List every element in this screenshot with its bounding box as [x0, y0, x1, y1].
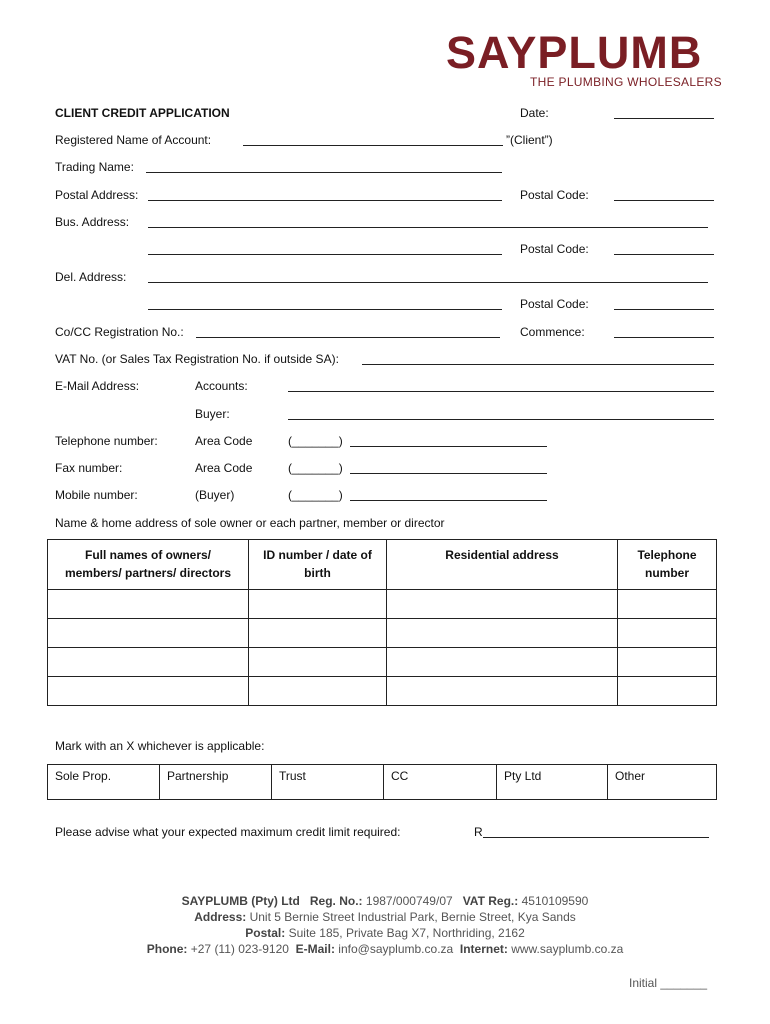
- fax-area-code-label: Area Code: [195, 461, 253, 475]
- accounts-email-field[interactable]: [288, 391, 714, 392]
- initial-field[interactable]: Initial _______: [629, 976, 708, 990]
- table-row: [48, 648, 717, 677]
- table-row: [48, 619, 717, 648]
- telephone-area-code-field[interactable]: (_______): [288, 434, 343, 448]
- del-address-label: Del. Address:: [55, 270, 127, 284]
- option-trust[interactable]: Trust: [272, 765, 384, 800]
- option-partnership[interactable]: Partnership: [160, 765, 272, 800]
- option-other[interactable]: Other: [608, 765, 717, 800]
- option-sole-prop[interactable]: Sole Prop.: [48, 765, 160, 800]
- owners-col-telephone: Telephone number: [618, 540, 717, 590]
- postal-code-field[interactable]: [614, 200, 714, 201]
- credit-limit-field[interactable]: [483, 837, 709, 838]
- del-address-field-1[interactable]: [148, 282, 708, 283]
- commence-label: Commence:: [520, 325, 585, 339]
- footer-line-4: Phone: +27 (11) 023-9120 E-Mail: info@sayplumb.co.za Internet: www.sayplumb.co.za: [146, 942, 624, 956]
- telephone-area-code-label: Area Code: [195, 434, 253, 448]
- postal-address-field[interactable]: [148, 200, 502, 201]
- form-title: CLIENT CREDIT APPLICATION: [55, 106, 230, 120]
- owners-col-names: Full names of owners/ members/ partners/ directors: [48, 540, 249, 590]
- fax-area-code-field[interactable]: (_______): [288, 461, 343, 475]
- commence-field[interactable]: [614, 337, 714, 338]
- co-cc-reg-label: Co/CC Registration No.:: [55, 325, 184, 339]
- bus-address-field-1[interactable]: [148, 227, 708, 228]
- company-tagline: THE PLUMBING WHOLESALERS: [530, 75, 722, 89]
- vat-no-field[interactable]: [362, 364, 714, 365]
- client-suffix: ”(Client”): [506, 133, 553, 147]
- business-type-table: [47, 764, 717, 800]
- mobile-number-field[interactable]: [350, 500, 547, 501]
- business-type-heading: Mark with an X whichever is applicable:: [55, 739, 265, 753]
- bus-postal-code-field[interactable]: [614, 254, 714, 255]
- footer-line-2: Address: Unit 5 Bernie Street Industrial Park, Bernie Street, Kya Sands: [194, 910, 576, 924]
- footer-line-3: Postal: Suite 185, Private Bag X7, Northriding, 2162: [245, 926, 525, 940]
- company-logo: SAYPLUMB: [446, 27, 703, 78]
- footer-line-1: SAYPLUMB (Pty) Ltd Reg. No.: 1987/000749/07 VAT Reg.: 4510109590: [181, 894, 589, 908]
- co-cc-reg-field[interactable]: [196, 337, 500, 338]
- owners-col-address: Residential address: [387, 540, 618, 590]
- accounts-label: Accounts:: [195, 379, 248, 393]
- buyer-label: Buyer:: [195, 407, 230, 421]
- table-row: [48, 677, 717, 706]
- option-pty-ltd[interactable]: Pty Ltd: [497, 765, 608, 800]
- table-row: [48, 590, 717, 619]
- telephone-number-field[interactable]: [350, 446, 547, 447]
- telephone-label: Telephone number:: [55, 434, 158, 448]
- mobile-label: Mobile number:: [55, 488, 138, 502]
- owners-table: [47, 539, 717, 706]
- vat-no-label: VAT No. (or Sales Tax Registration No. if outside SA):: [55, 352, 339, 366]
- trading-name-field[interactable]: [146, 172, 502, 173]
- buyer-email-field[interactable]: [288, 419, 714, 420]
- date-label: Date:: [520, 106, 549, 120]
- credit-limit-label: Please advise what your expected maximum credit limit required:: [55, 825, 401, 839]
- date-field[interactable]: [614, 118, 714, 119]
- email-label: E-Mail Address:: [55, 379, 140, 393]
- owners-col-id: ID number / date of birth: [249, 540, 387, 590]
- del-address-field-2[interactable]: [148, 309, 502, 310]
- fax-label: Fax number:: [55, 461, 123, 475]
- mobile-area-code-field[interactable]: (_______): [288, 488, 343, 502]
- postal-address-label: Postal Address:: [55, 188, 139, 202]
- bus-address-field-2[interactable]: [148, 254, 502, 255]
- postal-code-label: Postal Code:: [520, 188, 589, 202]
- bus-postal-code-label: Postal Code:: [520, 242, 589, 256]
- del-postal-code-label: Postal Code:: [520, 297, 589, 311]
- option-cc[interactable]: CC: [384, 765, 497, 800]
- registered-name-field[interactable]: [243, 145, 503, 146]
- fax-number-field[interactable]: [350, 473, 547, 474]
- owners-heading: Name & home address of sole owner or each partner, member or director: [55, 516, 445, 530]
- mobile-buyer-label: (Buyer): [195, 488, 235, 502]
- trading-name-label: Trading Name:: [55, 160, 134, 174]
- bus-address-label: Bus. Address:: [55, 215, 130, 229]
- del-postal-code-field[interactable]: [614, 309, 714, 310]
- registered-name-label: Registered Name of Account:: [55, 133, 212, 147]
- credit-limit-prefix: R: [474, 825, 483, 839]
